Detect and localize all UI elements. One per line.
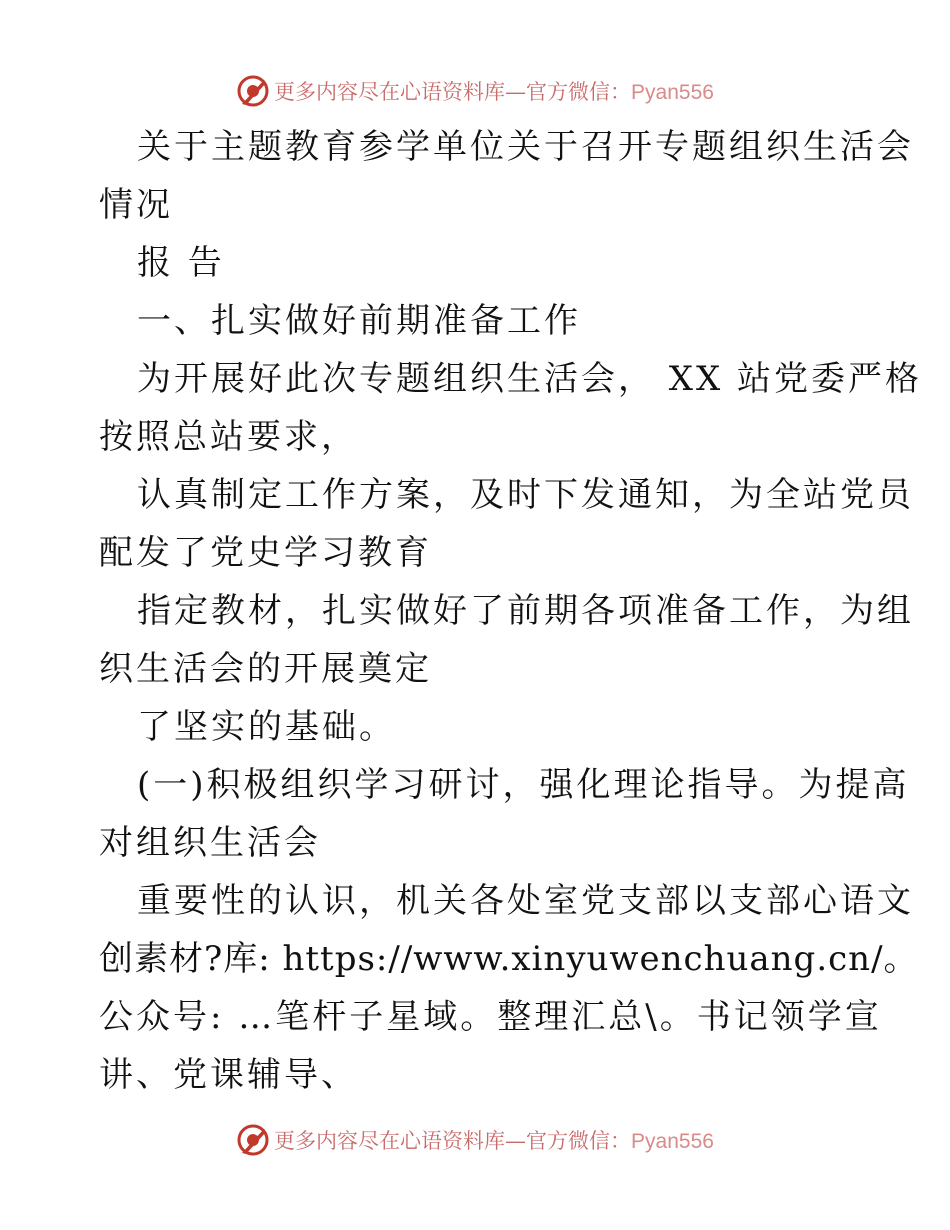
section-heading: 一、扎实做好前期准备工作 bbox=[137, 301, 581, 341]
paragraph-line: 了坚实的基础。 bbox=[137, 707, 396, 747]
paragraph-line: 对组织生活会 bbox=[99, 823, 321, 863]
paragraph-line: 织生活会的开展奠定 bbox=[99, 649, 432, 689]
quill-logo-icon bbox=[236, 1123, 270, 1157]
footer-watermark bbox=[0, 1120, 950, 1160]
paragraph-line: 认真制定工作方案，及时下发通知，为全站党员 bbox=[137, 475, 914, 515]
paragraph-line: 按照总站要求， bbox=[99, 417, 358, 457]
quill-logo-icon bbox=[236, 74, 270, 108]
paragraph-line: 指定教材，扎实做好了前期各项准备工作，为组 bbox=[137, 591, 914, 631]
paragraph-line: 配发了党史学习教育 bbox=[99, 533, 432, 573]
title-line-2: 情况 bbox=[99, 185, 173, 225]
paragraph-line: 为开展好此次专题组织生活会， XX 站党委严格 bbox=[137, 359, 923, 399]
watermark-text: 更多内容尽在心语资料库—官方微信：Pyan556 bbox=[274, 80, 714, 104]
document-body bbox=[99, 118, 923, 1104]
paragraph-line: 公众号: …笔杆子星域。整理汇总\。书记领学宣 bbox=[99, 997, 882, 1037]
title-line-3: 报 告 bbox=[137, 243, 225, 283]
watermark-text: 更多内容尽在心语资料库—官方微信：Pyan556 bbox=[274, 1129, 714, 1153]
paragraph-line: 重要性的认识，机关各处室党支部以支部心语文 bbox=[137, 881, 914, 921]
paragraph-line: 讲、党课辅导、 bbox=[99, 1055, 358, 1095]
title-line-1: 关于主题教育参学单位关于召开专题组织生活会 bbox=[137, 127, 914, 167]
paragraph-line: 创素材?库: https://www.xinyuwenchuang.cn/。 bbox=[99, 939, 919, 979]
header-watermark bbox=[0, 71, 950, 111]
subsection-line: (一)积极组织学习研讨，强化理论指导。为提高 bbox=[137, 765, 910, 805]
